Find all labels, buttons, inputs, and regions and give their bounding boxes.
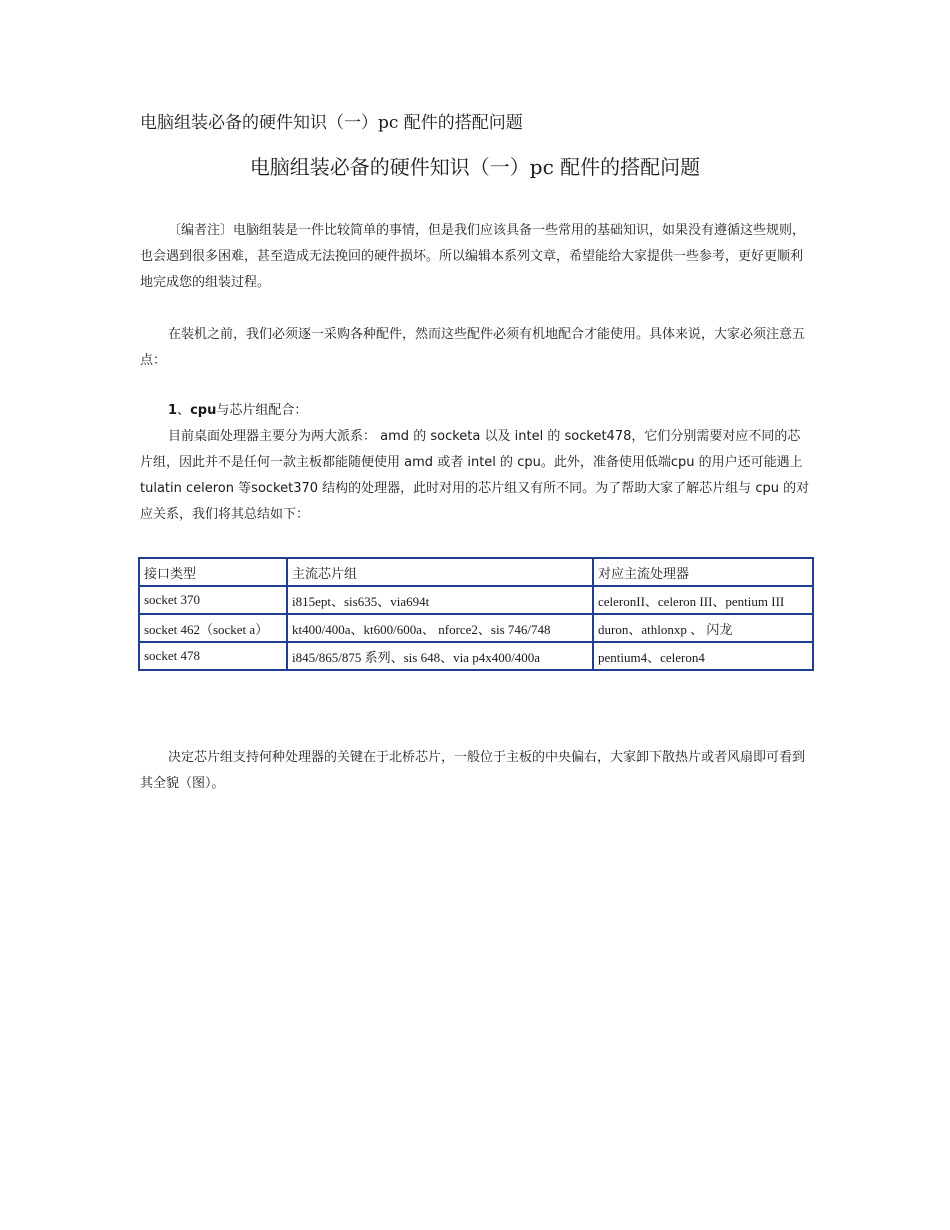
table-header-row: [139, 558, 813, 586]
text-run: 等: [238, 481, 252, 496]
text-run: 或者: [437, 455, 464, 470]
section-keyword: cpu: [190, 403, 217, 418]
intro-paragraph: [140, 218, 812, 296]
text-run: cpu: [517, 455, 541, 470]
table-cell: socket 462（socket a）: [139, 614, 287, 642]
text-run: tulatin celeron: [140, 481, 235, 496]
text-run: amd: [380, 429, 410, 444]
table-cell: celeronII、celeron III、pentium III: [593, 586, 813, 614]
table-row: [139, 614, 813, 642]
header-title: 电脑组装必备的硬件知识（一）pc 配件的搭配问题: [140, 113, 523, 133]
text-run: cpu: [670, 455, 695, 470]
table-cell: kt400/400a、kt600/600a、 nforce2、sis 746/748: [287, 614, 593, 642]
table-header-cell: 接口类型: [139, 558, 287, 586]
text-run: intel: [467, 455, 496, 470]
text-run: intel: [514, 429, 544, 444]
cpu-chipset-paragraph: [140, 424, 812, 528]
main-title: 电脑组装必备的硬件知识（一）pc 配件的搭配问题: [249, 155, 701, 179]
text-run: cpu: [755, 481, 779, 496]
table-cell: socket 478: [139, 642, 287, 670]
text-run: 的: [413, 429, 427, 444]
socket-chipset-table: [138, 557, 814, 671]
requirements-text: 在装机之前，我们必须逐一采购各种配件，然而这些配件必须有机地配合才能使用。具体来说，大家必须注意五点：: [140, 327, 806, 368]
text-run: 的: [500, 455, 514, 470]
table-row: [139, 642, 813, 670]
table-cell: i815ept、sis635、via694t: [287, 586, 593, 614]
text-run: 。此外，准备使用低端: [540, 455, 671, 470]
text-run: 以及: [484, 429, 511, 444]
section-heading-text: 与芯片组配合：: [216, 403, 308, 418]
text-run: 结构的处理器，此时对用的芯片组又有所不同。为了帮助大家了解芯片组与: [322, 481, 752, 496]
text-run: 目前桌面处理器主要分为两大派系：: [168, 429, 377, 444]
text-run: socket370: [251, 481, 319, 496]
table-cell: pentium4、celeron4: [593, 642, 813, 670]
table-header-cell: 对应主流处理器: [593, 558, 813, 586]
requirements-paragraph: [140, 322, 812, 374]
text-run: 的: [547, 429, 561, 444]
table-row: [139, 586, 813, 614]
text-run: socket478: [564, 429, 632, 444]
text-run: 的用户还可能遇上: [698, 455, 803, 470]
text-run: 的对应关系，我们将其总结如下：: [140, 481, 810, 522]
table-header-cell: 主流芯片组: [287, 558, 593, 586]
table-cell: socket 370: [139, 586, 287, 614]
section-heading: 1、cpu与芯片组配合：: [168, 403, 308, 418]
section-number: 1: [168, 403, 178, 418]
intro-text: 〔编者注〕电脑组装是一件比较简单的事情，但是我们应该具备一些常用的基础知识，如果没有遵循这些规则，也会遇到很多困难，甚至造成无法挽回的硬件损坏。所以编辑本系列文章，希望能给大家提供一些参考，更好更顺利地完成您的组装过程。: [140, 223, 806, 290]
table-cell: i845/865/875 系列、sis 648、via p4x400/400a: [287, 642, 593, 670]
conclusion-paragraph: [140, 745, 812, 797]
table-cell: duron、athlonxp 、 闪龙: [593, 614, 813, 642]
text-run: socketa: [430, 429, 481, 444]
conclusion-text: 决定芯片组支持何种处理器的关键在于北桥芯片，一般位于主板的中央偏右，大家卸下散热片或者风扇即可看到其全貌（图）。: [140, 750, 806, 791]
text-run: amd: [404, 455, 434, 470]
text-run: ，它们分别需要对应不同的芯片组，因此并不是任何一款主板都能随便使用: [140, 429, 801, 470]
